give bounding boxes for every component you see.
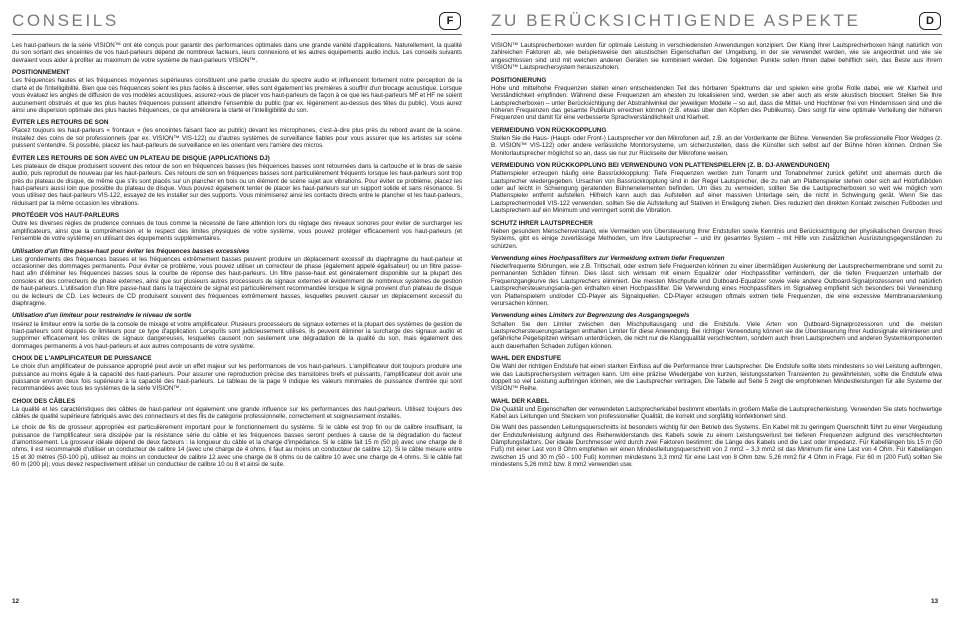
right-page-body bbox=[491, 42, 942, 469]
left-paragraph-cables-1: La qualité et les caractéristiques des câbles de haut-parleur ont également une grande influence sur les performances des haut-parleurs. Utilisez toujours des câbles de qualité supérieure fabriqués avec des connecteurs et des fils de catégorie professionnelle, correctement et soigneusement installés. bbox=[12, 405, 462, 421]
right-heading-protect-speakers: SCHUTZ IHRER LAUTSPRECHER bbox=[491, 219, 593, 227]
right-paragraph-protect-speakers: Neben gesundem Menschenverstand, wie Vermeiden von Übersteuerung Ihrer Endstufen sowie Kenntnis und Berücksichtigung der physikalischen Grenzen Ihres Systems, gibt es einige zuverlässige Methoden, um Ihre Lautsprecher – und Ihr gesamtes System – mit Hilfe von zusätzlichen Ausrüstungsgegenständen zu schützen. bbox=[491, 227, 942, 250]
left-heading-amplifier: CHOIX DE L'AMPLIFICATEUR DE PUISSANCE bbox=[12, 355, 152, 363]
right-paragraph-limiter: Schalten Sie den Limiter zwischen den Mischpultausgang und die Endstufe. Viele Arten von Outboard-Signalprozessoren und die meisten Lautsprechersteuerungsanlagen enthalten Limiter für diese Anwendung. Bei richtiger Verwendung können sie die Übersteuerung Ihrer Audiosignale eliminieren und gefährliche Pegelspitzen wirksam unterdrücken, die nicht nur die Klangqualität verschlechtern, sondern auch Ihren Lautsprechern und anderen Systemkomponenten auch dauerhaften Schaden zufügen können. bbox=[491, 320, 942, 350]
right-subheading-highpass: Verwendung eines Hochpassfilters zur Vermeidung extrem tiefer Frequenzen bbox=[491, 254, 725, 262]
right-page-title: ZU BERÜCKSICHTIGENDE ASPEKTE bbox=[491, 11, 861, 30]
right-language-badge: D bbox=[919, 12, 941, 30]
right-paragraph-highpass: Niederfrequente Störungen, wie z.B. Trittschall, oder extrem tiefe Frequenzen können zu einer übermäßigen Auslenkung der Lautsprechermembrane und somit zu permanenten Schäden führen. Dies lässt sich wirksam mit einem Equalizer oder Hochpassfilter verhindern, der die tiefen Frequenzen unterhalb der Frequenzgangkurve des Lautsprechers eliminiert. Die meisten Mischpulte und Outboard-Equalizer sowie viele andere Outboard-Signalprozessoren und natürlich Lautsprechersteuerungsanla-gen enthalten einen Hochpassfilter. Die Verwendung eines Hochpassfilters im Signalweg empfiehlt sich besonders bei Verwendung von Plattenspielern und/oder CD-Player als Signalquellen. CD-Player erzeugen oftmals extrem tiefe Frequenzen, die eine exzessive Membranauslenkung verursachen können. bbox=[491, 263, 942, 308]
left-language-badge: F bbox=[439, 12, 461, 30]
right-paragraph-feedback: Stellen Sie die Haus- (Haupt- oder Front-) Lautsprecher vor den Mikrofonen auf, z.B. an der Vorderkante der Bühne. Verwenden Sie professionelle Floor Wedges (z. B. VISION™ VIS-122) oder andere verlässliche Monitorsysteme, um sicherzustellen, dass die Künstler sich selbst auf der Bühne hören können. Ordnen Sie Monitorlautsprecher möglichst so an, dass sie nur zur Rückseite der Mikrofone weisen. bbox=[491, 134, 942, 157]
right-paragraph-cables-1: Die Qualität und Eigenschaften der verwendeten Lautsprecherkabel bestimmt ebenfalls in großem Maße die Lautsprecherleistung. Verwenden Sie stets hochwertige Kabel aus Leitungen und Steckern von professioneller Qualität, die korrekt und sorgfältig konfektioniert sind. bbox=[491, 405, 942, 421]
right-heading-amplifier: WAHL DER ENDSTUFE bbox=[491, 355, 562, 363]
left-paragraph-feedback: Placez toujours les haut-parleurs « frontaux » (les enceintes faisant face au public) devant les microphones, c'est-à-dire plus près du rebord avant de la scène. Installez des coins de sol professionnels (par ex. VISION™ VIS-122) ou d'autres systèmes de surveillance fiables pour vous assurer que les artistes sur scène puissent s'entendre. Si possible, placez les haut-parleurs de surveillance en les orientant vers l'arrière des micros. bbox=[12, 127, 462, 150]
right-page-number: 13 bbox=[931, 598, 939, 605]
left-page-body bbox=[12, 42, 462, 469]
right-paragraph-cables-2: Die Wahl des passenden Leitungsquerschnitts ist besonders wichtig für den Betrieb des Systems. Ein Kabel mit zu geringem Querschnitt führt zu einer Vergeudung der Endstufenleistung aufgrund des Reihenwiderstands des Kabels sowie zu einem Leistungsverlust bei tieferen Frequenzen aufgrund des verschlechterten Dämpfungsfaktors. Der ideale Durchmesser wird durch zwei Faktoren bestimmt: die Länge des Kabels und die Last oder Impedanz. Für Kabellängen bis 15 m (50 Fuß) mit einer Last von 8 Ohm empfehlen wir einen Mindestleitungsquerschnitt von 2 mm2 – 3,3 mm2 ist das Minimum für eine Last von 4 Ohm. Für Kabellängen zwischen 15 und 30 m (50 - 100 Fuß) kommen mindestens 3,3 mm2 für eine Last von 8 Ohm bzw. 5,26 mm2 für 4 Ohm in Frage. Für 60 m (200 Fuß) sollten Sie mindestens 5,26 mm2 bzw. 8 mm2 verwenden usw. bbox=[491, 424, 942, 469]
right-paragraph-amplifier: Die Wahl der richtigen Endstufe hat einen starken Einfluss auf die Performance Ihrer Lautsprecher. Die Endstufe sollte stets mindestens so viel Leistung aufbringen, wie das Lautsprechersystem vertragen kann. Um eine präzise Wiedergabe von kurzen, leistungsstarken Transienten zu gewährleisten, sollte die Endstufe etwa doppelt so viel Leistung aufbringen können, wie die Lautsprecher vertragen. Die Tabelle auf Seite 5 zeigt die empfohlenen Mindestleistungen für alle Systeme der VISION™ Reihe. bbox=[491, 363, 942, 393]
left-paragraph-protect-speakers: Outre les diverses règles de prudence connues de tous comme la nécessité de faire attention lors du réglage des niveaux sonores pour éviter de surcharger les amplificateurs, ainsi que la compréhension et le respect des limites physiques de votre système, vous pouvez protéger efficacement vos haut-parleurs (et l'ensemble de votre système) en utilisant des équipements supplémentaires. bbox=[12, 220, 462, 243]
right-paragraph-turntable-feedback: Plattenspieler erzeugen häufig eine Bassrückkopplung: Tiefe Frequenzen werden zum Tonarm und Tonabnehmer zurück geführt und abermals durch die Lautsprecher wiedergegeben. Ursachen von Bassrückkopplung sind in der Regel Lautsprecher, die zu nah am Plattenspieler stehen oder sich auf Holzfußböden oder auf leicht in Schwingung geratenden Bühnenelementen befinden. Um dies zu vermeiden, sollten Sie die Lautsprecherboxen so weit wie möglich vom Plattenspieler entfernt aufstellen. Hilfreich kann auch das Aufstellen auf einer massiven Unterlage sein, die nicht in Schwingung gerät. Wenn Sie das Lautsprechermodell VIS-122 verwenden, sollten Sie die Aufstellung auf Stativen in Erwägung ziehen. Dies reduziert den direkten Kontakt zwischen Fußboden und Lautsprechern auf ein Minimum und verringert somit die Vibration. bbox=[491, 170, 942, 215]
left-paragraph-positioning: Les fréquences hautes et les fréquences moyennes supérieures constituent une partie cruciale du spectre audio et influencent fortement notre perception de la clarté et de l'intelligibilité. Bien que ces fréquences soient les plus faciles à discerner, elles sont également les premières à souffrir d'un blocage acoustique. Lorsque vous évaluez les angles de diffusion de vos modèles acoustiques, assurez-vous de placer vos haut-parleurs de façon à ce que les haut-parleurs MF et HF ne soient aucunement obstrués et que les plus hautes fréquences puissent atteindre l'ensemble du public (par ex. légèrement au-dessus des têtes du public). Vous aurez ainsi une dispersion optimale des plus hautes fréquences, ce qui améliorera la clarté et l'intelligibilité du son. bbox=[12, 77, 462, 114]
left-heading-feedback: ÉVITER LES RETOURS DE SON bbox=[12, 119, 109, 127]
right-subheading-limiter: Verwendung eines Limiters zur Begrenzung des Ausgangspegels bbox=[491, 312, 690, 320]
left-paragraph-limiter: Insérez le limiteur entre la sortie de la console de mixage et votre amplificateur. Plusieurs processeurs de signaux externes et la plupart des systèmes de gestion de haut-parleurs sont équipés de limiteurs pour ce type d'application. Lorsqu'ils sont judicieusement utilisés, ils peuvent éliminer la surcharge des signaux audio et supprimer efficacement les crêtes de signaux dangereuses, lesquelles causent non seulement une dégradation de la qualité du son, mais également des dommages permanents à vos haut-parleurs et aux autres composants de votre système. bbox=[12, 320, 462, 350]
left-subheading-limiter: Utilisation d'un limiteur pour restreindre le niveau de sortie bbox=[12, 312, 192, 320]
right-page-column bbox=[491, 10, 942, 472]
left-page-title: CONSEILS bbox=[12, 11, 119, 30]
left-intro-paragraph: Les haut-parleurs de la série VISION™ ont été conçus pour garantir des performances optimales dans une grande variété d'applications. Naturellement, la qualité du son sortant des enceintes de vos haut-parleurs dépend de nombreux facteurs, leurs connexions et les autres équipements audio inclus. Les conseils suivants devraient vous aider à profiter au maximum de votre système de haut-parleurs VISION™. bbox=[12, 42, 462, 64]
left-page-header bbox=[12, 10, 462, 35]
right-page-header bbox=[491, 10, 942, 35]
right-heading-turntable-feedback: VERMEIDUNG VON RÜCKKOPPLUNG BEI VERWENDUNG VON PLATTENSPIELERN (Z. B. DJ-ANWENDUNGEN) bbox=[491, 162, 830, 170]
left-page-number: 12 bbox=[12, 598, 20, 605]
left-heading-positioning: POSITIONNEMENT bbox=[12, 69, 70, 77]
right-heading-feedback: VERMEIDUNG VON RÜCKKOPPLUNG bbox=[491, 126, 607, 134]
left-heading-protect-speakers: PROTÉGER VOS HAUT-PARLEURS bbox=[12, 212, 120, 220]
left-subheading-highpass: Utilisation d'un filtre passe-haut pour éviter les fréquences basses excessives bbox=[12, 247, 250, 255]
left-paragraph-cables-2: Le choix de fils de grosseur appropriée est particulièrement important pour le fonctionnement du système. Si le câble est trop fin ou de calibre insuffisant, la puissance de l'amplificateur sera dissipée par la résistance série du câble et les fréquences basses seront perdues à cause de la dégradation du facteur d'amortissement. La grosseur idéale dépend de deux facteurs : la longueur du câble et la charge d'impédance. Si le câble fait 15 m (50 pi) avec une charge de 8 ohms, il est recommandé d'utiliser un conducteur de calibre 14 (avec une charge de 4 ohms, il faut au moins un conducteur de calibre 12). Si le câble mesure entre 15 et 30 mètres (50-100 pi), utilisez au moins un conducteur de calibre 12 avec une charge de 8 ohms ou de calibre 10 avec une charge de 4 ohms. Si le câble fait 60 m (200 pi), vous devez respectivement utiliser un conducteur de calibre 10 ou 8 et ainsi de suite. bbox=[12, 424, 462, 469]
right-heading-positioning: POSITIONIERUNG bbox=[491, 76, 547, 84]
left-page-column bbox=[12, 10, 462, 472]
right-intro-paragraph: VISION™ Lautsprecherboxen wurden für optimale Leistung in verschiedensten Anwendungen konzipiert. Der Klang Ihrer Lautsprecherboxen hängt natürlich von zahlreichen Faktoren ab, wie beispielsweise den akustischen Eigenschaften der Umgebung, in der sie verwendet werden, wie sie angeordnet und wie sie angeschlossen sind und mit welchen anderen Geräten sie kombiniert werden. Die folgenden Punkte sollen Ihnen dabei behilflich sein, das Beste aus Ihrem VISION™ Lautsprechersystem herauszuholen. bbox=[491, 42, 942, 72]
left-heading-turntable-feedback: ÉVITER LES RETOURS DE SON AVEC UN PLATEAU DE DISQUE (APPLICATIONS DJ) bbox=[12, 154, 270, 162]
left-paragraph-highpass: Les grondements des fréquences basses et les fréquences extrêmement basses peuvent produire un déplacement excessif du diaphragme du haut-parleur et occasionner des dommages permanents. Pour éviter ce problème, vous pouvez utiliser un correcteur de phase (également appelé égalisateur) ou un filtre passe-haut afin d'éliminer les fréquences basses sous la courbe de réponse des haut-parleurs. Un filtre passe-haut est généralement disponible sur la plupart des consoles et des correcteurs de phase externes, ainsi que sur plusieurs autres processeurs de signaux externes et évidemment de nombreux systèmes de gestion de haut-parleurs. L'utilisation d'un filtre passe-haut dans la trajectoire de signal est particulièrement recommandée lorsque le signal provient d'un plateau de disque ou de lecteurs de CD. Les lecteurs de CD produisent souvent des fréquences extrêmement basses, lesquelles peuvent causer un déplacement excessif du diaphragme. bbox=[12, 255, 462, 308]
right-heading-cables: WAHL DER KABEL bbox=[491, 397, 549, 405]
left-paragraph-amplifier: Le choix d'un amplificateur de puissance approprié peut avoir un effet majeur sur les performances de vos haut-parleurs. L'amplificateur doit toujours produire une puissance au moins égale à la capacité des haut-parleurs. Pour assurer une reproduction précise des transitoires brefs et puissants, l'amplificateur doit avoir une puissance environ deux fois supérieure à la capacité des haut-parleurs. Le tableau de la page 9 indique les valeurs minimales de puissance d'entrée qui sont recommandées avec tous les systèmes de la série VISION™. bbox=[12, 363, 462, 393]
left-heading-cables: CHOIX DES CÂBLES bbox=[12, 397, 76, 405]
right-paragraph-positioning: Hohe und mittelhohe Frequenzen stellen einen entscheidenden Teil des hörbaren Spektrums dar und spielen eine große Rolle dabei, wie wir Klarheit und Verständlichkeit empfinden. Während diese Frequenzen am ehesten zu lokalisieren sind, werden sie aber auch als erste akustisch blockiert. Stellen Sie Ihre Lautsprecherboxen – unter Berücksichtigung der Abstrahlwinkel der jeweiligen Modelle – so auf, dass die Mittel- und Hochtöner frei von Hindernissen sind und die höheren Frequenzen das gesamte Publikum erreichen können (z.B. etwas über den Köpfen des Publikums). Dies sorgt für eine optimale Verteilung der höheren Frequenzen und damit für eine verbesserte Sprachverständlichkeit und Klarheit. bbox=[491, 84, 942, 122]
left-paragraph-turntable-feedback: Les plateaux de disque produisent souvent des retour de son en fréquences basses (les fréquences basses sont retournées dans la cartouche et le bras de saisie audio, puis reproduit de nouveau par les haut-parleurs. Ces retours de son en fréquences basses sont particulièrement fréquents lorsque les haut-parleurs sont trop près du plateau de disque, de même que s'ils sont placés sur un plancher en bois ou un élément de scène sujet aux vibrations. Pour éviter ce problème, placez les haut-parleurs aussi loin que possible du plateau de disque. Vous pouvez également tenter de placer les haut-parleurs sur un support solide et sans résonance. Si vous utilisez des haut-parleurs VIS-122, essayez de les installer sur des supports. Vous minimiserez ainsi les contacts directs entre le plancher et les haut-parleurs, réduisant par la même occasion les vibrations. bbox=[12, 162, 462, 207]
